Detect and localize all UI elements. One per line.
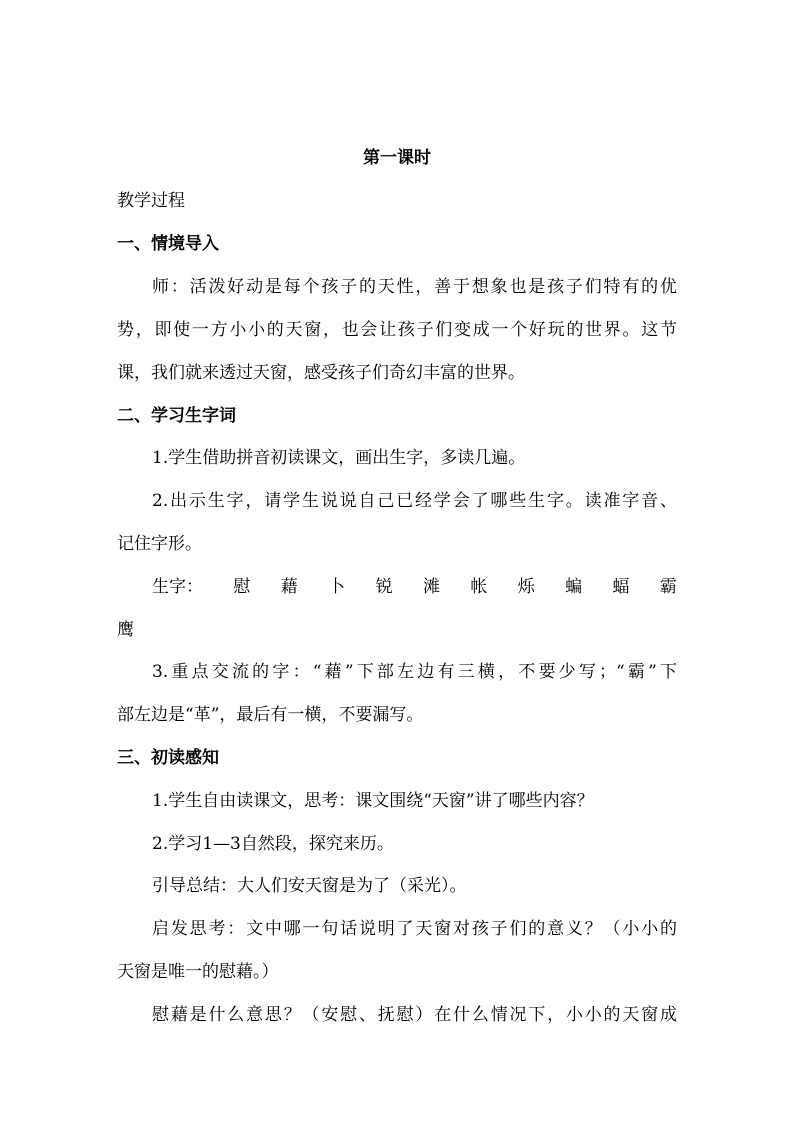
vocab-char: 卜 bbox=[328, 577, 346, 597]
vocab-list bbox=[152, 575, 677, 599]
paragraph-line: 师：活泼好动是每个孩子的天性，善于想象也是孩子们特有的优 bbox=[152, 277, 677, 297]
paragraph-line: 慰藉是什么意思？（安慰、抚慰）在什么情况下，小小的天窗成 bbox=[152, 1005, 677, 1025]
paragraph-line: 1.学生自由读课文，思考：课文围绕“天窗”讲了哪些内容？ bbox=[152, 791, 594, 811]
vocab-char-wrap: 鹰 bbox=[117, 620, 134, 640]
vocab-char: 慰 bbox=[233, 577, 251, 597]
vocab-char: 烁 bbox=[517, 577, 535, 597]
vocab-char: 帐 bbox=[470, 577, 488, 597]
vocab-char: 蝠 bbox=[612, 577, 630, 597]
paragraph-line: 部左边是“革”，最后有一横，不要漏写。 bbox=[117, 705, 424, 725]
page-title: 第一课时 bbox=[363, 148, 431, 168]
paragraph-line: 课，我们就来透过天窗，感受孩子们奇幻丰富的世界。 bbox=[117, 363, 525, 383]
paragraph-line: 天窗是唯一的慰藉。） bbox=[117, 962, 279, 982]
vocab-char: 滩 bbox=[422, 577, 440, 597]
section-heading-1: 一、情境导入 bbox=[117, 234, 219, 254]
vocab-char: 锐 bbox=[375, 577, 393, 597]
vocab-char: 藉 bbox=[280, 577, 298, 597]
vocab-label: 生字： bbox=[152, 577, 203, 597]
paragraph-line: 2.学习1—3自然段，探究来历。 bbox=[152, 834, 394, 854]
section-heading-2: 二、学习生字词 bbox=[117, 406, 236, 426]
paragraph-line: 1.学生借助拼音初读课文，画出生字，多读几遍。 bbox=[152, 448, 526, 468]
paragraph-line: 记住字形。 bbox=[117, 534, 202, 554]
paragraph-line: 3.重点交流的字：“藉”下部左边有三横，不要少写；“霸”下 bbox=[152, 662, 677, 682]
paragraph-line: 启发思考：文中哪一句话说明了天窗对孩子们的意义？（小小的 bbox=[152, 919, 677, 939]
paragraph-line: 2.出示生字，请学生说说自己已经学会了哪些生字。读准字音、 bbox=[152, 491, 677, 511]
vocab-char: 蝙 bbox=[565, 577, 583, 597]
section-heading-3: 三、初读感知 bbox=[117, 748, 219, 768]
section-label: 教学过程 bbox=[117, 191, 185, 211]
paragraph-line: 势，即使一方小小的天窗，也会让孩子们变成一个好玩的世界。这节 bbox=[117, 320, 677, 340]
vocab-char: 霸 bbox=[659, 577, 677, 597]
paragraph-line: 引导总结：大人们安天窗是为了（采光）。 bbox=[152, 876, 467, 896]
